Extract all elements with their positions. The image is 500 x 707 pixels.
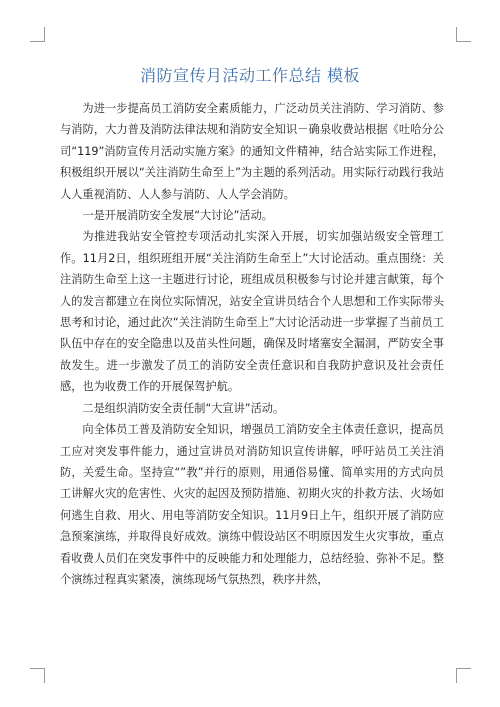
- paragraph-section-1: 为推进我站安全管控专项活动扎实深入开展，切实加强站级安全管理工作。11月2日，组织班组开展“关注消防生命至上”大讨论活动。重点围绕：关注消防生命至上这一主题进行讨论，班组成员积极参与讨论并建言献策，每个人的发言都建立在岗位实际情况，站安全宣讲员结合个人思想和工作实际带头思考和讨论，通过此次“关注消防生命至上”大讨论活动进一步掌握了当前员工队伍中存在的安全隐患以及苗头性问题，确保及时堵塞安全漏洞，严防安全事故发生。进一步激发了员工的消防安全责任意识和自我防护意识及社会责任感，也为收费工作的开展保驾护航。: [60, 230, 444, 394]
- section-heading-1: 一是开展消防安全发展“大讨论”活动。: [82, 209, 273, 223]
- paragraph-section-2: 向全体员工普及消防安全知识，增强员工消防安全主体责任意识，提高员工应对突发事件能力，通过宣讲员对消防知识宣传讲解，呼吁站员工关注消防，关爱生命。坚持宣“”教”并行的原则，用通俗易懂、简单实用的方式向员工讲解火灾的危害性、火灾的起因及预防措施、初期火灾的扑救方法、火场如何逃生自救、用火、用电等消防安全知识。11月9日上午，组织开展了消防应急预案演练，并取得良好成效。演练中假设站区不明原因发生火灾事故，重点看收费人员们在突发事件中的反映能力和处理能力，总结经验、弥补不足。整个演练过程真实紧凑，演练现场气氛热烈，秩序井然，: [60, 423, 444, 586]
- crop-mark-bottom-left: [30, 668, 45, 683]
- section-heading-2: 二是组织消防安全责任制“大宣讲”活动。: [82, 401, 285, 415]
- crop-mark-top-left: [30, 27, 45, 42]
- paragraph-intro: 为进一步提高员工消防安全素质能力，广泛动员关注消防、学习消防、参与消防，大力普及消防法律法规和消防安全知识－确泉收费站根据《吐哈分公司“119”消防宣传月活动实施方案》的通知文件精神，结合站实际工作进程，积极组织开展以“关注消防生命至上”为主题的系列活动。用实际行动践行我站人人重视消防、人人参与消防、人人学会消防。: [60, 102, 444, 201]
- document-body: [60, 98, 444, 590]
- crop-mark-bottom-right: [456, 668, 471, 683]
- crop-mark-top-right: [456, 27, 471, 42]
- document-title: 消防宣传月活动工作总结 模板: [139, 66, 361, 85]
